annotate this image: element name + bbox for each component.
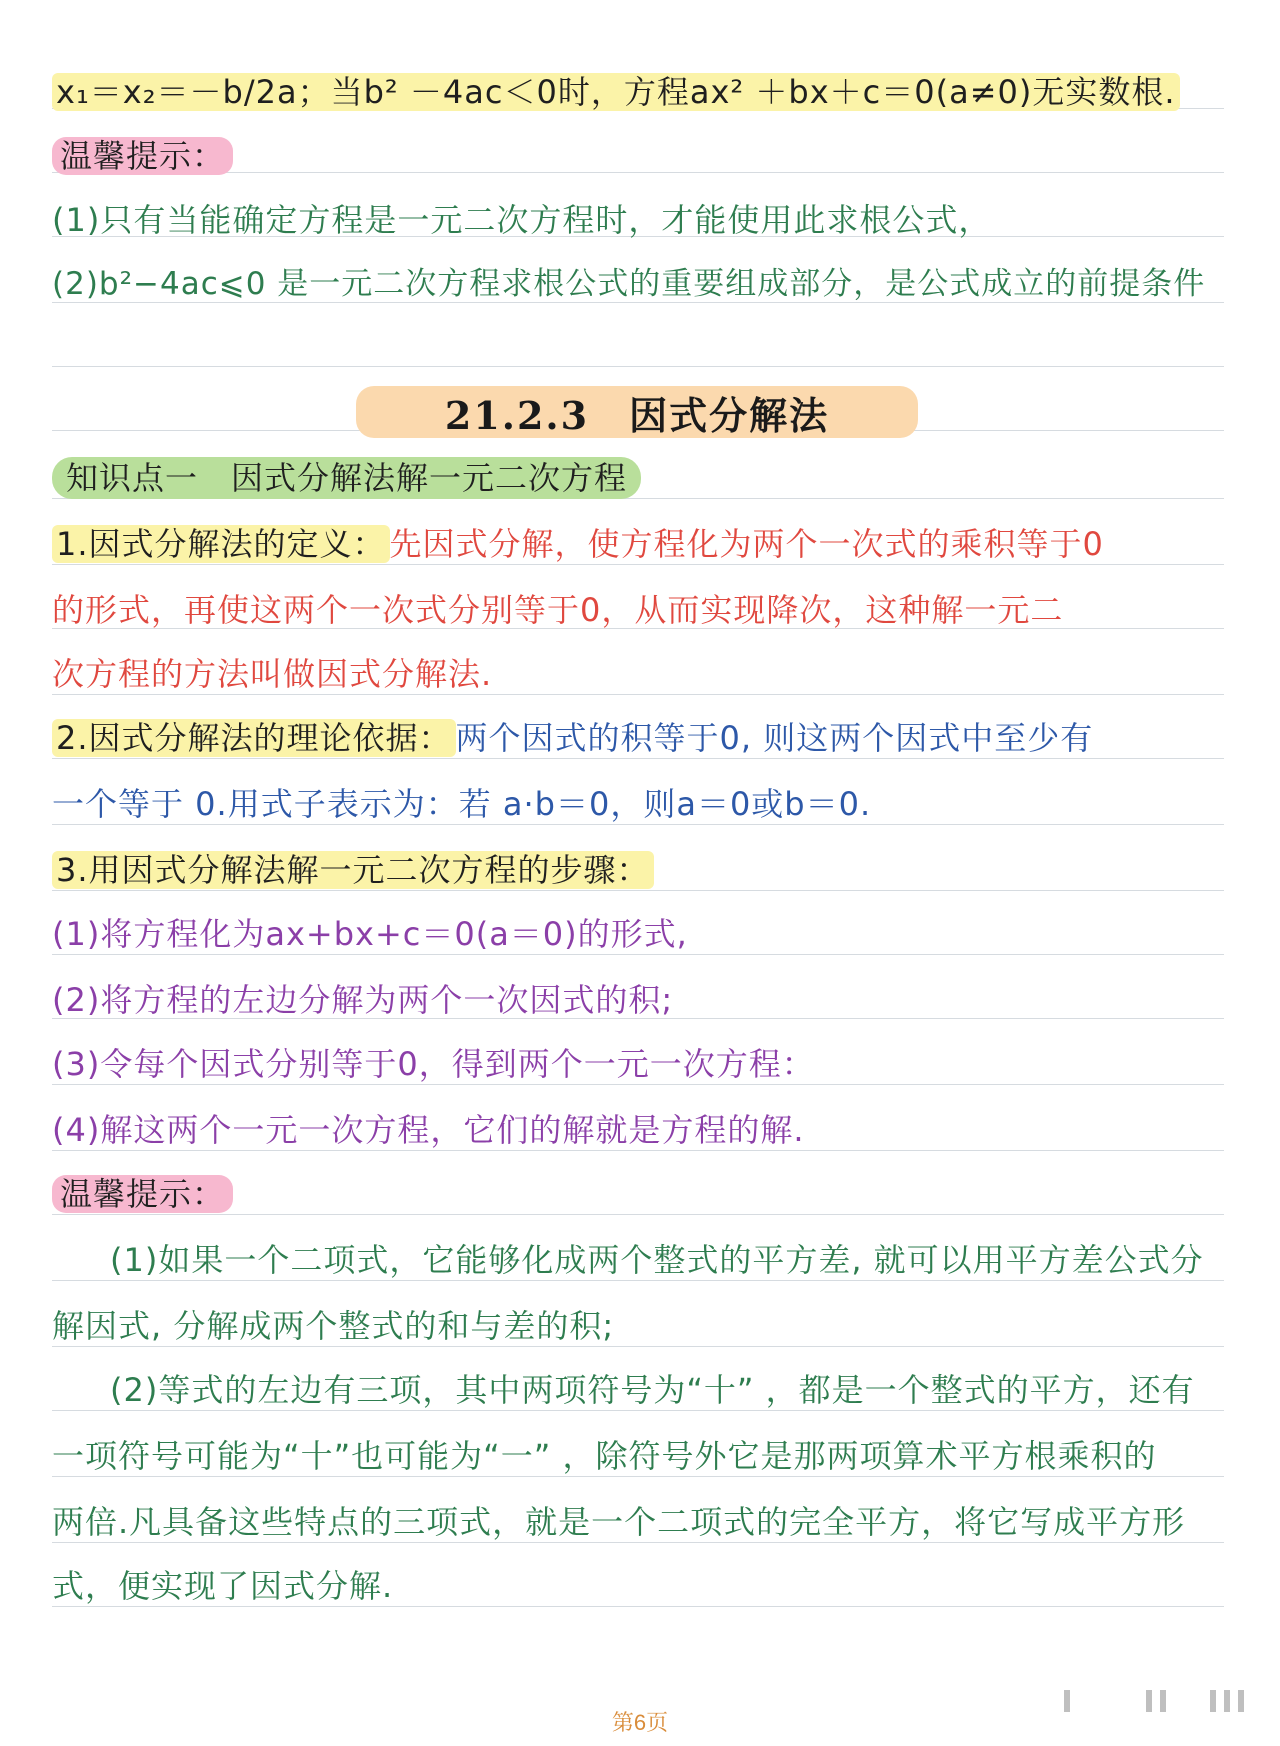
section-title: 21.2.3 因式分解法 (356, 386, 918, 438)
definition-text-1: 先因式分解，使方程化为两个一次式的乘积等于0 (389, 525, 1104, 563)
ruled-line (52, 1084, 1224, 1085)
tip-label-1-text: 温馨提示： (52, 137, 233, 175)
step-3: (3)令每个因式分别等于0，得到两个一元一次方程： (52, 1045, 815, 1083)
ruled-line (52, 758, 1224, 759)
ruled-line (52, 954, 1224, 955)
tip-label-2-text: 温馨提示： (52, 1175, 233, 1213)
step-4: (4)解这两个一元一次方程，它们的解就是方程的解. (52, 1111, 805, 1149)
tip-label-2 (52, 1174, 1232, 1214)
tip2-paragraph-2-line-2: 一项符号可能为“十”也可能为“一” ，除符号外它是那两项算术平方根乘积的 (52, 1437, 1157, 1475)
knowledge-point-title-text: 知识点一 因式分解法解一元二次方程 (52, 457, 641, 499)
steps-label-line (52, 850, 1232, 890)
basis-line-1 (52, 718, 1232, 758)
ruled-line (52, 1150, 1224, 1151)
tip1-item-2: (2)b²−4ac⩽0 是一元二次方程求根公式的重要组成部分，是公式成立的前提条件 (52, 266, 1206, 302)
ruled-line (52, 1606, 1224, 1607)
definition-line-1 (52, 524, 1232, 564)
step-2: (2)将方程的左边分解为两个一次因式的积; (52, 981, 674, 1019)
ruled-line (52, 1280, 1224, 1281)
page-number: 第6页 (611, 1710, 669, 1735)
root-formula-text: x₁＝x₂＝－b/2a；当b² －4ac＜0时，方程ax² ＋bx＋c＝0(a≠0)无实数根. (52, 73, 1180, 111)
definition-label: 1.因式分解法的定义： (52, 525, 390, 563)
tip2-paragraph-1-line-2: 解因式, 分解成两个整式的和与差的积; (52, 1307, 615, 1345)
root-formula-line (52, 72, 1232, 112)
ruled-line (52, 694, 1224, 695)
ruled-line (52, 1542, 1224, 1543)
step-1: (1)将方程化为ax+bx+c＝0(a＝0)的形式, (52, 915, 688, 953)
ruled-line (52, 824, 1224, 825)
definition-line-3: 次方程的方法叫做因式分解法. (52, 655, 493, 693)
tip2-paragraph-1-line-1: (1)如果一个二项式，它能够化成两个整式的平方差, 就可以用平方差公式分 (110, 1241, 1204, 1279)
tip-label-1 (52, 136, 1232, 176)
ruled-line (52, 1346, 1224, 1347)
basis-label: 2.因式分解法的理论依据： (52, 719, 456, 757)
tip2-paragraph-2-line-3: 两倍.凡具备这些特点的三项式，就是一个二项式的完全平方，将它写成平方形 (52, 1503, 1186, 1541)
tip2-paragraph-2-line-1: (2)等式的左边有三项，其中两项符号为“十” ，都是一个整式的平方，还有 (110, 1371, 1195, 1409)
ruled-line (52, 1476, 1224, 1477)
steps-label: 3.用因式分解法解一元二次方程的步骤： (52, 851, 654, 889)
ruled-line (52, 890, 1224, 891)
ruled-line (52, 564, 1224, 565)
ruled-line (52, 1410, 1224, 1411)
basis-line-2: 一个等于 0.用式子表示为：若 a·b＝0，则a＝0或b＝0. (52, 785, 872, 823)
ruled-line (52, 366, 1224, 367)
ruled-line (52, 1214, 1224, 1215)
basis-text-1: 两个因式的积等于0, 则这两个因式中至少有 (455, 719, 1094, 757)
tip2-paragraph-2-line-4: 式，便实现了因式分解. (52, 1567, 394, 1605)
tip1-item-1: (1)只有当能确定方程是一元二次方程时，才能使用此求根公式， (52, 201, 992, 239)
definition-line-2: 的形式，再使这两个一次式分别等于0，从而实现降次，这种解一元二 (52, 591, 1064, 629)
knowledge-point-title (52, 458, 1232, 498)
